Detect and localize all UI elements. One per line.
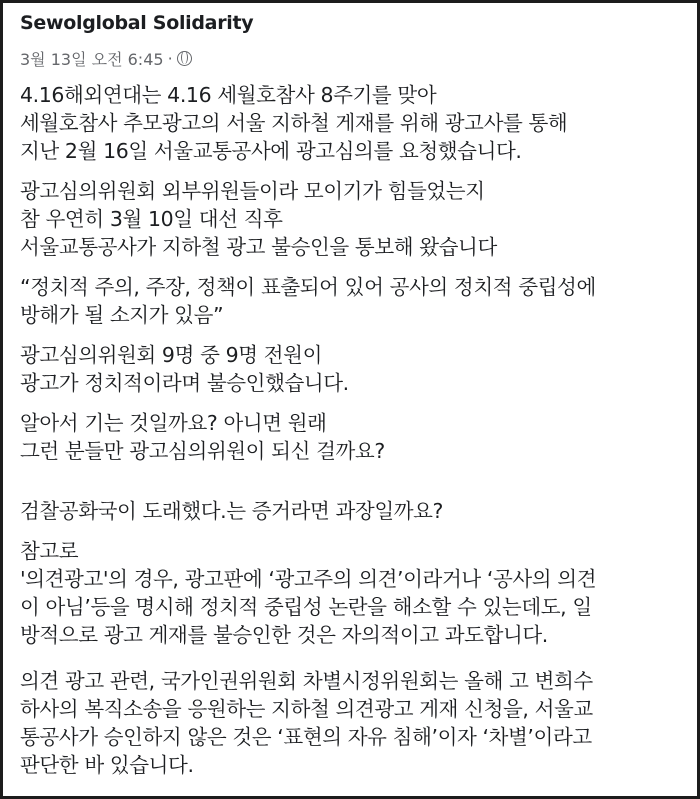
post-timestamp[interactable]: 3월 13일 오전 6:45 <box>20 50 164 69</box>
post-text-line: 그런 분들만 광고심의위원이 되신 걸까요? <box>20 439 385 463</box>
post-text-line: 참 우연히 3월 10일 대선 직후 <box>20 207 283 231</box>
globe-icon[interactable] <box>177 51 192 66</box>
post-text-line: 참고로 <box>20 539 79 563</box>
post-text-line: 지난 2월 16일 서울교통공사에 광고심의를 요청했습니다. <box>20 139 522 163</box>
post-text-line: 서울교통공사가 지하철 광고 불승인을 통보해 왔습니다 <box>20 235 497 259</box>
post-text-line: 하사의 복직소송을 응원하는 지하철 의견광고 게재 신청을, 서울교 <box>20 697 593 721</box>
post-text-line: 의견 광고 관련, 국가인권위원회 차별시정위원회는 올해 고 변희수 <box>20 669 593 693</box>
post-text-line: 이 아님’등을 명시해 정치적 중립성 논란을 해소할 수 있는데도, 일 <box>20 595 592 619</box>
meta-separator: · <box>167 49 173 68</box>
post-text-line: 세월호참사 추모광고의 서울 지하철 게재를 위해 광고사를 통해 <box>20 111 568 135</box>
post-text-line: 방해가 될 소지가 있음” <box>20 303 224 327</box>
post-text-line: 광고심의위원회 9명 중 9명 전원이 <box>20 343 322 367</box>
post-text-line: 판단한 바 있습니다. <box>20 753 194 777</box>
author-name[interactable]: Sewolglobal Solidarity <box>20 12 254 34</box>
post-text-line: 방적으로 광고 게재를 불승인한 것은 자의적이고 과도합니다. <box>20 623 548 647</box>
post-text-line: 광고심의위원회 외부위원들이라 모이기가 힘들었는지 <box>20 179 485 203</box>
post-meta <box>20 47 192 70</box>
post-text-line: 통공사가 승인하지 않은 것은 ‘표현의 자유 침해’이자 ‘차별’이라고 <box>20 725 592 749</box>
post-text-line: 알아서 기는 것일까요? 아니면 원래 <box>20 411 327 435</box>
post-text-line: '의견광고'의 경우, 광고판에 ‘광고주의 의견’이라거나 ‘공사의 의견 <box>20 567 597 591</box>
post-text-line: 검찰공화국이 도래했다.는 증거라면 과장일까요? <box>20 499 444 523</box>
post-text-line: “정치적 주의, 주장, 정책이 표출되어 있어 공사의 정치적 중립성에 <box>20 275 596 299</box>
post-text-line: 광고가 정치적이라며 불승인했습니다. <box>20 371 349 395</box>
post-text-line: 4.16해외연대는 4.16 세월호참사 8주기를 맞아 <box>20 83 437 107</box>
